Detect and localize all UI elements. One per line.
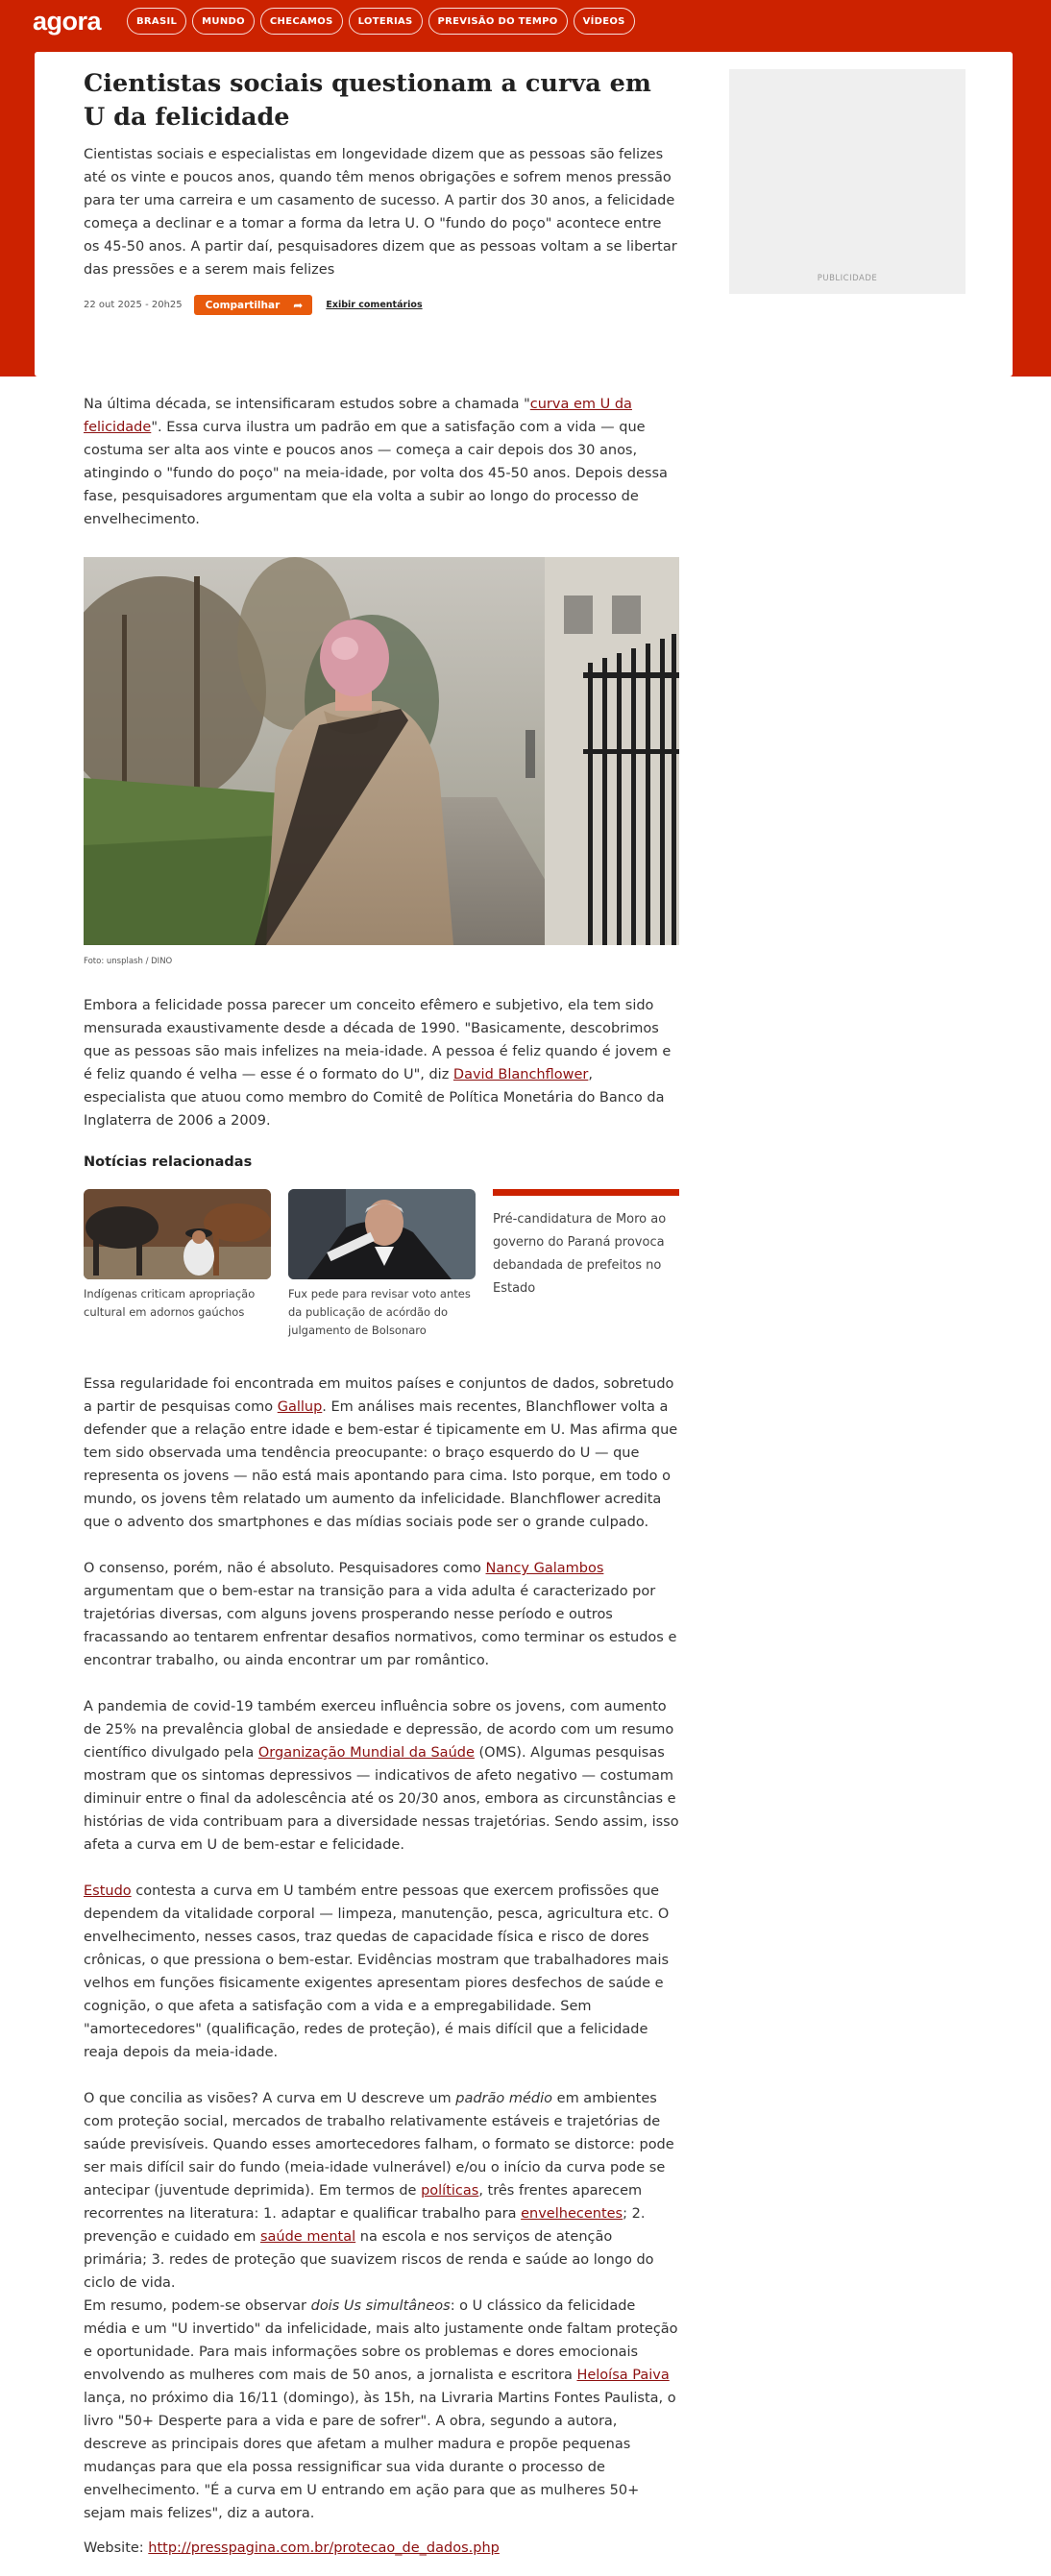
paragraph-text: : o U clássico da felicidade média e um "U invertido" da infelicidade, mais alto justamente onde faltam proteção e oportunidade. Para mais informações sobre os problemas e dores emocionais envolvendo as mulheres com mais de 50 anos, a jornalista e escritora <box>84 2298 678 2383</box>
paragraph-text: O que concilia as visões? A curva em U descreve um <box>84 2091 456 2106</box>
website-label: Website: <box>84 2540 149 2556</box>
paragraph-text: lança, no próximo dia 16/11 (domingo), às 15h, na Livraria Martins Fontes Paulista, o livro "50+ Desperte para a vida e pare de sofrer". A obra, segundo a autora, descreve as principais dores que afetam a mulher madura e propõe pequenas mudanças para que ela possa ressignificar sua vida durante o processo de envelhecimento. "É a curva em U entrando em ação para que as mulheres 50+ sejam mais felizes", diz a autora. <box>84 2391 676 2521</box>
link-saude-mental[interactable]: saúde mental <box>259 2229 356 2245</box>
website-link[interactable]: http://presspagina.com.br/protecao_de_dados.php <box>148 2540 500 2556</box>
paragraph-text: na escola e nos serviços de atenção primária; 3. redes de proteção que suavizem riscos de renda e saúde ao longo do ciclo de vida. <box>84 2229 654 2291</box>
paragraph-text: Na última década, se intensificaram estudos sobre a chamada " <box>84 397 530 412</box>
article-title: Cientistas sociais questionam a curva em U da felicidade <box>84 69 651 132</box>
related-news-image-2[interactable] <box>288 1189 476 1279</box>
link-oms[interactable]: Organização Mundial da Saúde <box>257 1745 475 1761</box>
link-david-blanchflower[interactable]: David Blanchflower <box>452 1067 589 1082</box>
share-button-label: Compartilhar <box>205 299 281 311</box>
paragraph-text: em ambientes com proteção social, mercados de trabalho relativamente estáveis e trajetórias de saúde previsíveis. Quando esses amortecedores falham, o formato se distorce: pode ser mais difícil sair do fundo (meia-idade vulnerável) e/ou o início da curva pode se antecipar (juventude deprimida). Em termos de <box>84 2091 674 2199</box>
share-button[interactable] <box>194 295 313 315</box>
article-paragraph-5 <box>84 1695 679 1857</box>
related-news-accent-bar <box>493 1189 679 1196</box>
article-paragraph-7 <box>84 2087 679 2295</box>
photo-caption: Foto: unsplash / DINO <box>84 957 173 966</box>
website-line <box>84 2540 500 2556</box>
nav-item-brasil[interactable]: BRASIL <box>127 8 186 35</box>
link-heloisa-paiva[interactable]: Heloísa Paiva <box>576 2368 670 2383</box>
link-curva-em-u[interactable]: curva em U da felicidade <box>84 397 632 435</box>
article-paragraph-3 <box>84 1373 679 1534</box>
top-navbar <box>0 0 1051 44</box>
related-news-text-2[interactable]: Fux pede para revisar voto antes da publicação de acórdão do julgamento de Bolsonaro <box>288 1287 471 1337</box>
article-lead: Cientistas sociais e especialistas em longevidade dizem que as pessoas são felizes até os vinte e poucos anos, quando têm menos obrigações e sofrem menos pressão para ter uma carreira e um casamento de sucesso. A partir dos 30 anos, a felicidade começa a declinar e a tomar a forma da letra U. O "fundo do poço" acontece entre os 45-50 anos. A partir daí, pesquisadores dizem que as pessoas voltam a se libertar das pressões e a serem mais felizes <box>84 147 677 278</box>
article-meta <box>84 295 423 315</box>
related-news-title: Notícias relacionadas <box>84 1154 253 1170</box>
related-news-image-1[interactable] <box>84 1189 271 1279</box>
emphasis-text: dois Us simultâneos <box>310 2298 451 2314</box>
paragraph-text: ". Essa curva ilustra um padrão em que a satisfação com a vida — que costuma ser alta aos vinte e poucos anos — começa a cair depois dos 30 anos, atingindo o "fundo do poço" na meia-idade, por volta dos 45-50 anos. Depois dessa fase, pesquisadores argumentam que ela volta a subir ao longo do processo de envelhecimento. <box>84 420 668 527</box>
paragraph-text: Essa regularidade foi encontrada em muitos países e conjuntos de dados, sobretudo a partir de pesquisas como <box>84 1376 674 1415</box>
judge-photo <box>288 1189 476 1279</box>
show-comments-link[interactable]: Exibir comentários <box>326 300 423 310</box>
related-news-text-1[interactable]: Indígenas criticam apropriação cultural em adornos gaúchos <box>84 1287 256 1319</box>
nav-item-mundo[interactable]: MUNDO <box>192 8 255 35</box>
paragraph-text: Em resumo, podem-se observar <box>84 2298 311 2314</box>
paragraph-text: , especialista que atuou como membro do Comitê de Política Monetária do Banco da Inglaterra de 2006 a 2009. <box>84 1067 665 1129</box>
link-estudo[interactable]: Estudo <box>84 1883 132 1899</box>
nav-item-loterias[interactable]: LOTERIAS <box>349 8 423 35</box>
article-paragraph-8 <box>84 2295 679 2525</box>
related-news-text-3[interactable]: Pré-candidatura de Moro ao governo do Paraná provoca debandada de prefeitos no Estado <box>493 1212 667 1296</box>
paragraph-text: , três frentes aparecem recorrentes na literatura: 1. adaptar e qualificar trabalho para <box>84 2183 643 2222</box>
paragraph-text: A pandemia de covid-19 também exerceu influência sobre os jovens, com aumento de 25% na prevalência global de ansiedade e depressão, de acordo com um resumo científico divulgado pela <box>84 1699 674 1761</box>
link-gallup[interactable]: Gallup <box>277 1399 323 1415</box>
article-paragraph-4 <box>84 1557 679 1672</box>
article-photo <box>84 557 679 945</box>
share-arrow-icon: ➦ <box>293 298 304 312</box>
nav-item-checamos[interactable]: CHECAMOS <box>260 8 343 35</box>
paragraph-text: . Em análises mais recentes, Blanchflower volta a defender que a relação entre idade e bem-estar é tipicamente em U. Mas afirma que tem sido observada uma tendência preocupante: o braço esquerdo do U — que representa os jovens — não está mais apontando para cima. Isto porque, em todo o mundo, os jovens têm relatado um aumento da infelicidade. Blanchflower acredita que o advento dos smartphones e das mídias sociais pode ser o grande culpado. <box>84 1399 678 1530</box>
link-politicas[interactable]: políticas <box>421 2183 479 2199</box>
site-logo[interactable]: agora <box>33 7 102 36</box>
nav-item-videos[interactable]: VÍDEOS <box>574 8 635 35</box>
paragraph-text: O consenso, porém, não é absoluto. Pesquisadores como <box>84 1561 486 1576</box>
publish-date: 22 out 2025 - 20h25 <box>84 300 183 310</box>
link-envelhecentes[interactable]: envelhecentes <box>521 2206 623 2222</box>
horses-photo <box>84 1189 271 1279</box>
nav-item-previsao-do-tempo[interactable]: PREVISÃO DO TEMPO <box>428 8 568 35</box>
link-nancy-galambos[interactable]: Nancy Galambos <box>485 1561 604 1576</box>
paragraph-text: argumentam que o bem-estar na transição para a vida adulta é caracterizado por trajetórias diversas, com alguns jovens prosperando nesse período e outros fracassando ao tentarem enfrentar desafios normativos, como terminar os estudos e encontrar trabalho, ou ainda encontrar um par romântico. <box>84 1584 677 1668</box>
advertisement-slot[interactable] <box>729 69 965 294</box>
paragraph-text: ; 2. prevenção e cuidado em <box>84 2206 646 2245</box>
paragraph-text: (OMS). Algumas pesquisas mostram que os sintomas depressivos — indicativos de afeto negativo — costumam diminuir entre o final da adolescência até os 20/30 anos, embora as circunstâncias e histórias de vida contribuam para a diversidade nessas trajetórias. Sendo assim, isso afeta a curva em U de bem-estar e felicidade. <box>84 1745 679 1853</box>
article-paragraph-6 <box>84 1880 679 2064</box>
article-paragraph-1 <box>84 393 679 531</box>
paragraph-text: Embora a felicidade possa parecer um conceito efêmero e subjetivo, ela tem sido mensurada exaustivamente desde a década de 1990. "Basicamente, descobrimos que as pessoas são mais infelizes na meia-idade. A pessoa é feliz quando é jovem e é feliz quando é velha — esse é o formato do U", diz <box>84 998 672 1082</box>
emphasis-text: padrão médio <box>455 2091 553 2106</box>
article-paragraph-2 <box>84 994 679 1132</box>
woman-walking-photo <box>84 557 679 945</box>
nav-menu <box>127 8 635 35</box>
paragraph-text: contesta a curva em U também entre pessoas que exercem profissões que dependem da vitalidade corporal — limpeza, manutenção, pesca, agricultura etc. O envelhecimento, nesses casos, traz quedas de capacidade física e risco de dores crônicas, o que pressiona o bem-estar. Evidências mostram que trabalhadores mais velhos em funções fisicamente exigentes apresentam piores desfechos de saúde e cognição, o que afeta a satisfação com a vida e a empregabilidade. Sem "amortecedores" (qualificação, redes de proteção), é mais difícil que a felicidade reaja depois da meia-idade. <box>84 1883 670 2060</box>
advertisement-label: PUBLICIDADE <box>817 274 878 283</box>
